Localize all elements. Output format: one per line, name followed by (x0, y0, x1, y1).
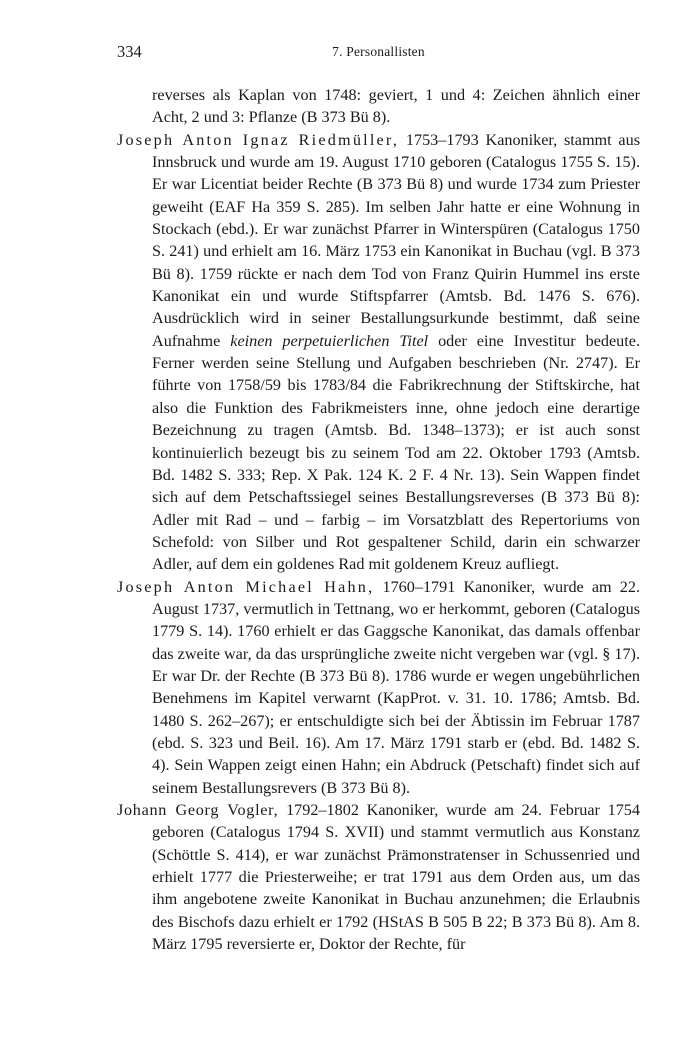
person-name: Johann Georg Vogler, (117, 801, 279, 819)
person-name: Joseph Anton Ignaz Riedmüller, (117, 130, 400, 149)
entry-text: 1760–1791 Kanoniker, wurde am 22. August 1737, vermutlich in Tettnang, wo er herkommt, geboren (Catalogus 1779 S. 14). 1760 erhielt er das Gaggsche Kanonikat, das damals offenbar das zweite war, da das ursprüngliche zweite nicht vergeben war (vgl. § 17). Er war Dr. der Rechte (B 373 Bü 8). 1786 wurde er wegen ungebührlichen Benehmens im Kapitel verwarnt (KapProt. v. 31. 10. 1786; Amtsb. Bd. 1480 S. 262–267); er entschuldigte sich bei der Äbtissin im Februar 1787 (ebd. S. 323 und Beil. 16). Am 17. März 1791 starb er (ebd. Bd. 1482 S. 4). Sein Wappen zeigt einen Hahn; ein Abdruck (Petschaft) findet sich auf seinem Bestallungsrevers (B 373 Bü 8). (152, 577, 640, 797)
italic-quote: keinen perpetuierlichen Titel (230, 331, 429, 350)
entry-text: 1753–1793 Kanoniker, stammt aus Innsbruck und wurde am 19. August 1710 geboren (Catalogus 1755 S. 15). Er war Licentiat beider Rechte (B 373 Bü 8) und wurde 1734 zum Priester geweiht (EAF Ha 359 S. 285). Im selben Jahr hatte er eine Wohnung in Stockach (ebd.). Er war zunächst Pfarrer in Winterspüren (Catalogus 1750 S. 241) und erhielt am 16. März 1753 ein Kanonikat in Buchau (vgl. B 373 Bü 8). 1759 rückte er nach dem Tod von Franz Quirin Hummel ins erste Kanonikat ein und wurde Stiftspfarrer (Amtsb. Bd. 1476 S. 676). Ausdrücklich wird in seiner Bestallungsurkunde bestimmt, daß seine Aufnahme (152, 130, 640, 350)
paragraph-text: reverses als Kaplan von 1748: geviert, 1 und 4: Zeichen ähnlich einer Acht, 2 und 3: Pflanze (B 373 Bü 8). (152, 86, 640, 127)
running-title: 7. Personallisten (332, 44, 425, 59)
entry-text: 1792–1802 Kanoniker, wurde am 24. Februar 1754 geboren (Catalogus 1794 S. XVII) und stammt vermutlich aus Konstanz (Schöttle S. 414), er war zunächst Prämonstratenser in Schussenried und erhielt 1777 die Priesterweihe; er trat 1791 aus dem Orden aus, um das ihm angebotene zweite Kanonikat in Buchau anzunehmen; die Erlaubnis des Bischofs dazu erhielt er 1792 (HStAS B 505 B 22; B 373 Bü 8). Am 8. März 1795 reversierte er, Doktor der Rechte, für (152, 801, 640, 954)
entry-hahn (117, 576, 640, 799)
page-number: 334 (117, 42, 142, 61)
continued-paragraph (117, 84, 640, 129)
entry-text-continued: oder eine Investitur bedeute. Ferner werden seine Stellung und Aufgaben beschrieben (Nr. 2747). Er führte von 1758/59 bis 1783/84 die Fabrikrechnung der Stiftskirche, hat also die Funktion des Fabrikmeisters inne, ohne jedoch eine derartige Bezeichnung zu tragen (Amtsb. Bd. 1348–1373); er ist auch sonst kontinuierlich bezeugt bis zu seinem Tod am 22. Oktober 1793 (Amtsb. Bd. 1482 S. 333; Rep. X Pak. 124 K. 2 F. 4 Nr. 13). Sein Wappen findet sich auf dem Petschaftssiegel seines Bestallungsreverses (B 373 Bü 8): Adler mit Rad – und – farbig – im Vorsatzblatt des Repertoriums von Schefold: von Silber und Rot gespaltener Schild, darin ein schwarzer Adler, auf dem ein goldenes Rad mit goldenem Kreuz aufliegt. (152, 331, 640, 574)
page-body (117, 84, 640, 955)
entry-riedmueller (117, 129, 640, 576)
entry-vogler (117, 799, 640, 955)
person-name: Joseph Anton Michael Hahn, (117, 577, 375, 596)
page-header (117, 42, 640, 66)
